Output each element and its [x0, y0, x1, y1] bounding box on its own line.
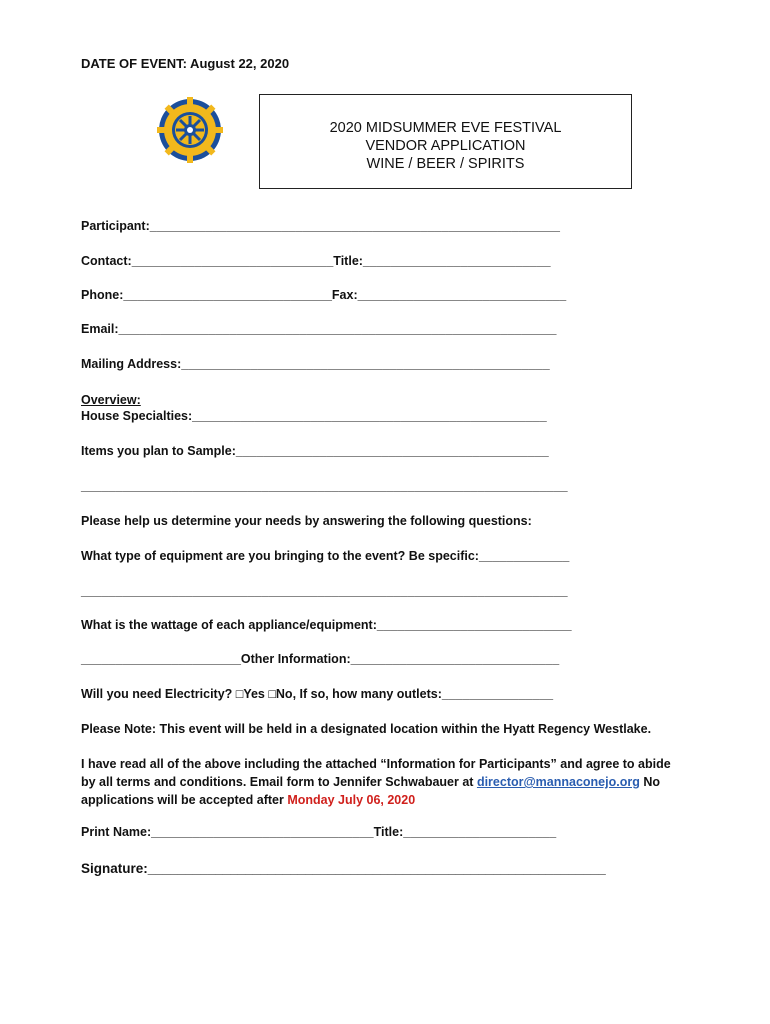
equipment-field[interactable]: What type of equipment are you bringing to the event? Be specific:_____________ — [81, 549, 570, 563]
title-box — [259, 94, 632, 189]
print-name-field[interactable]: Print Name:________________________________Title:______________________ — [81, 825, 557, 839]
house-specialties-field[interactable]: House Specialties:___________________________________________________ — [81, 409, 547, 423]
other-information-field[interactable]: _______________________Other Information:______________________________ — [81, 652, 560, 666]
contact-title-field[interactable]: Contact:_____________________________Title:___________________________ — [81, 254, 551, 268]
overview-heading: Overview: — [81, 393, 141, 407]
deadline-text: No applications will be accepted after — [81, 775, 661, 807]
participant-field[interactable]: Participant:___________________________________________________________ — [81, 219, 560, 233]
mailing-address-field[interactable]: Mailing Address:_____________________________________________________ — [81, 357, 550, 371]
agreement-text: I have read all of the above including the attached “Information for Participants” and agree to abide by all terms and conditions. Email form to Jennifer Schwabauer at — [81, 757, 671, 789]
deadline-date: Monday July 06, 2020 — [287, 793, 416, 807]
festival-title: 2020 MIDSUMMER EVE FESTIVAL — [329, 120, 562, 136]
event-date: DATE OF EVENT: August 22, 2020 — [81, 56, 290, 71]
signature-field[interactable]: Signature:_____________________________________________________________ — [81, 861, 606, 876]
questions-intro: Please help us determine your needs by answering the following questions: — [81, 514, 532, 528]
location-note: Please Note: This event will be held in a designated location within the Hyatt Regency Westlake. — [81, 722, 652, 736]
wattage-field[interactable]: What is the wattage of each appliance/equipment:____________________________ — [81, 618, 572, 632]
email-field[interactable]: Email:_______________________________________________________________ — [81, 322, 557, 336]
application-title: VENDOR APPLICATION — [365, 138, 526, 154]
electricity-question[interactable]: Will you need Electricity? □Yes □No, If so, how many outlets:________________ — [81, 687, 554, 701]
phone-fax-field[interactable]: Phone:______________________________Fax:______________________________ — [81, 288, 567, 302]
rotary-logo — [157, 97, 223, 163]
blank-line[interactable]: ______________________________________________________________________ — [81, 584, 568, 598]
agreement-paragraph — [81, 755, 681, 809]
blank-line[interactable]: ______________________________________________________________________ — [81, 479, 568, 493]
category-title: WINE / BEER / SPIRITS — [366, 156, 525, 172]
email-link[interactable]: director@mannaconejo.org — [476, 775, 640, 789]
sample-items-field[interactable]: Items you plan to Sample:_____________________________________________ — [81, 444, 549, 458]
